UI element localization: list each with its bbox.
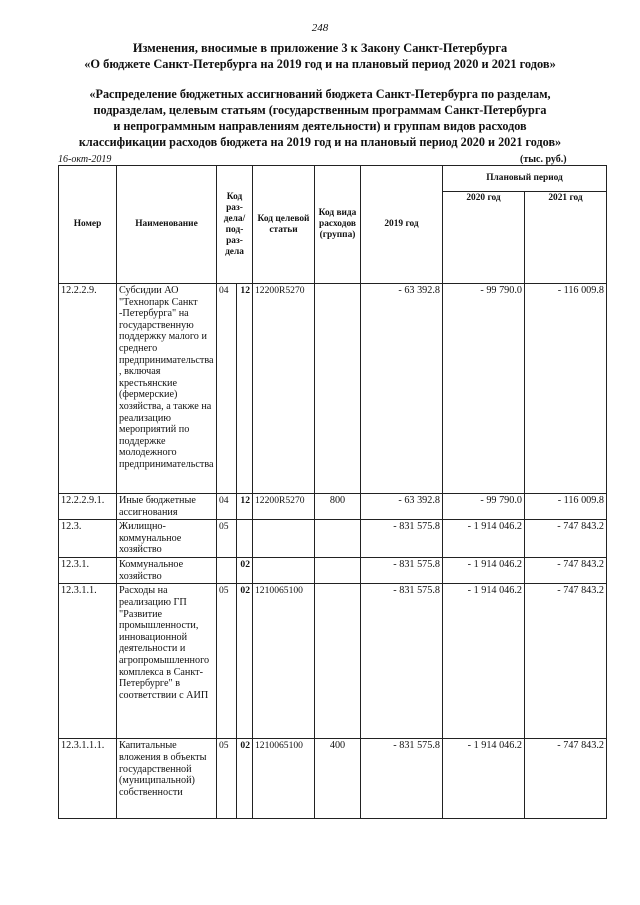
row-value-2019: - 831 575.8 bbox=[361, 739, 443, 819]
row-name: Расходы на реализацию ГП "Развитие промышленности, инновационной деятельности и агропромышленного комплекса в Санкт-Петербурге" в соответствии с АИП bbox=[117, 584, 217, 739]
row-value-2020: - 99 790.0 bbox=[443, 284, 525, 494]
row-expense-type bbox=[315, 520, 361, 558]
row-section-code: 05 bbox=[217, 584, 237, 739]
title-line-2: «О бюджете Санкт-Петербурга на 2019 год и на плановый период 2020 и 2021 годов» bbox=[84, 57, 556, 71]
row-section-code: 05 bbox=[217, 739, 237, 819]
row-value-2019: - 831 575.8 bbox=[361, 558, 443, 584]
subtitle-line-3: и непрограммным направлениям деятельности) и группам видов расходов bbox=[113, 119, 527, 133]
row-value-2019: - 831 575.8 bbox=[361, 584, 443, 739]
header-expense-type: Код вида расходов (группа) bbox=[315, 166, 361, 284]
row-number: 12.3.1. bbox=[59, 558, 117, 584]
header-name: Наименование bbox=[117, 166, 217, 284]
row-value-2020: - 1 914 046.2 bbox=[443, 520, 525, 558]
row-value-2021: - 116 009.8 bbox=[525, 494, 607, 520]
row-section-code: 04 bbox=[217, 284, 237, 494]
header-planned-period: Плановый период bbox=[443, 166, 607, 192]
row-value-2021: - 747 843.2 bbox=[525, 739, 607, 819]
document-subtitle bbox=[40, 86, 600, 150]
row-section-code: 05 bbox=[217, 520, 237, 558]
row-value-2019: - 63 392.8 bbox=[361, 494, 443, 520]
document-date: 16-окт-2019 bbox=[58, 154, 112, 165]
table-row bbox=[59, 584, 607, 739]
row-section-code: 04 bbox=[217, 494, 237, 520]
row-value-2021: - 747 843.2 bbox=[525, 558, 607, 584]
row-value-2021: - 747 843.2 bbox=[525, 584, 607, 739]
row-subsection-code: 12 bbox=[237, 494, 253, 520]
row-number: 12.3.1.1. bbox=[59, 584, 117, 739]
table-header-row bbox=[59, 166, 607, 192]
header-number: Номер bbox=[59, 166, 117, 284]
row-value-2021: - 116 009.8 bbox=[525, 284, 607, 494]
units-label: (тыс. руб.) bbox=[520, 154, 567, 165]
table-row bbox=[59, 739, 607, 819]
subtitle-line-1: «Распределение бюджетных ассигнований бюджета Санкт-Петербурга по разделам, bbox=[89, 87, 551, 101]
row-number: 12.3.1.1.1. bbox=[59, 739, 117, 819]
table-row bbox=[59, 284, 607, 494]
table-row bbox=[59, 520, 607, 558]
header-2020: 2020 год bbox=[443, 192, 525, 284]
row-section-code bbox=[217, 558, 237, 584]
row-value-2021: - 747 843.2 bbox=[525, 520, 607, 558]
row-name: Иные бюджетные ассигнования bbox=[117, 494, 217, 520]
row-number: 12.2.2.9.1. bbox=[59, 494, 117, 520]
row-name: Капитальные вложения в объекты государственной (муниципальной) собственности bbox=[117, 739, 217, 819]
header-2019: 2019 год bbox=[361, 166, 443, 284]
row-expense-type bbox=[315, 558, 361, 584]
budget-table bbox=[58, 165, 607, 819]
subtitle-line-2: подразделам, целевым статьям (государственным программам Санкт-Петербурга bbox=[93, 103, 547, 117]
header-target-code: Код целевой статьи bbox=[253, 166, 315, 284]
page-number: 248 bbox=[311, 22, 329, 34]
header-section-code: Код раз-дела/ под-раз-дела bbox=[217, 166, 253, 284]
row-value-2020: - 1 914 046.2 bbox=[443, 739, 525, 819]
row-subsection-code bbox=[237, 520, 253, 558]
row-subsection-code: 02 bbox=[237, 558, 253, 584]
table-row bbox=[59, 494, 607, 520]
row-name: Коммунальное хозяйство bbox=[117, 558, 217, 584]
row-subsection-code: 12 bbox=[237, 284, 253, 494]
row-value-2020: - 99 790.0 bbox=[443, 494, 525, 520]
row-target-code: 12200R5270 bbox=[253, 494, 315, 520]
row-target-code: 1210065100 bbox=[253, 739, 315, 819]
row-name: Жилищно-коммунальное хозяйство bbox=[117, 520, 217, 558]
row-value-2019: - 831 575.8 bbox=[361, 520, 443, 558]
subtitle-line-4: классификации расходов бюджета на 2019 год и на плановый период 2020 и 2021 годов» bbox=[78, 135, 562, 149]
row-target-code: 1210065100 bbox=[253, 584, 315, 739]
row-expense-type bbox=[315, 584, 361, 739]
row-subsection-code: 02 bbox=[237, 584, 253, 739]
row-expense-type: 800 bbox=[315, 494, 361, 520]
row-expense-type bbox=[315, 284, 361, 494]
row-target-code: 12200R5270 bbox=[253, 284, 315, 494]
row-value-2020: - 1 914 046.2 bbox=[443, 558, 525, 584]
table-row bbox=[59, 558, 607, 584]
row-target-code bbox=[253, 558, 315, 584]
row-subsection-code: 02 bbox=[237, 739, 253, 819]
row-expense-type: 400 bbox=[315, 739, 361, 819]
row-value-2020: - 1 914 046.2 bbox=[443, 584, 525, 739]
header-2021: 2021 год bbox=[525, 192, 607, 284]
row-number: 12.3. bbox=[59, 520, 117, 558]
title-line-1: Изменения, вносимые в приложение 3 к Закону Санкт-Петербурга bbox=[132, 41, 508, 55]
document-title bbox=[0, 40, 640, 72]
row-value-2019: - 63 392.8 bbox=[361, 284, 443, 494]
row-target-code bbox=[253, 520, 315, 558]
row-number: 12.2.2.9. bbox=[59, 284, 117, 494]
row-name: Субсидии АО "Технопарк Санкт -Петербурга" на государственную поддержку малого и среднего предпринимательства, включая крестьянские (фермерские) хозяйства, а также на реализацию мероприятий по поддержке молодежного предпринимательства bbox=[117, 284, 217, 494]
